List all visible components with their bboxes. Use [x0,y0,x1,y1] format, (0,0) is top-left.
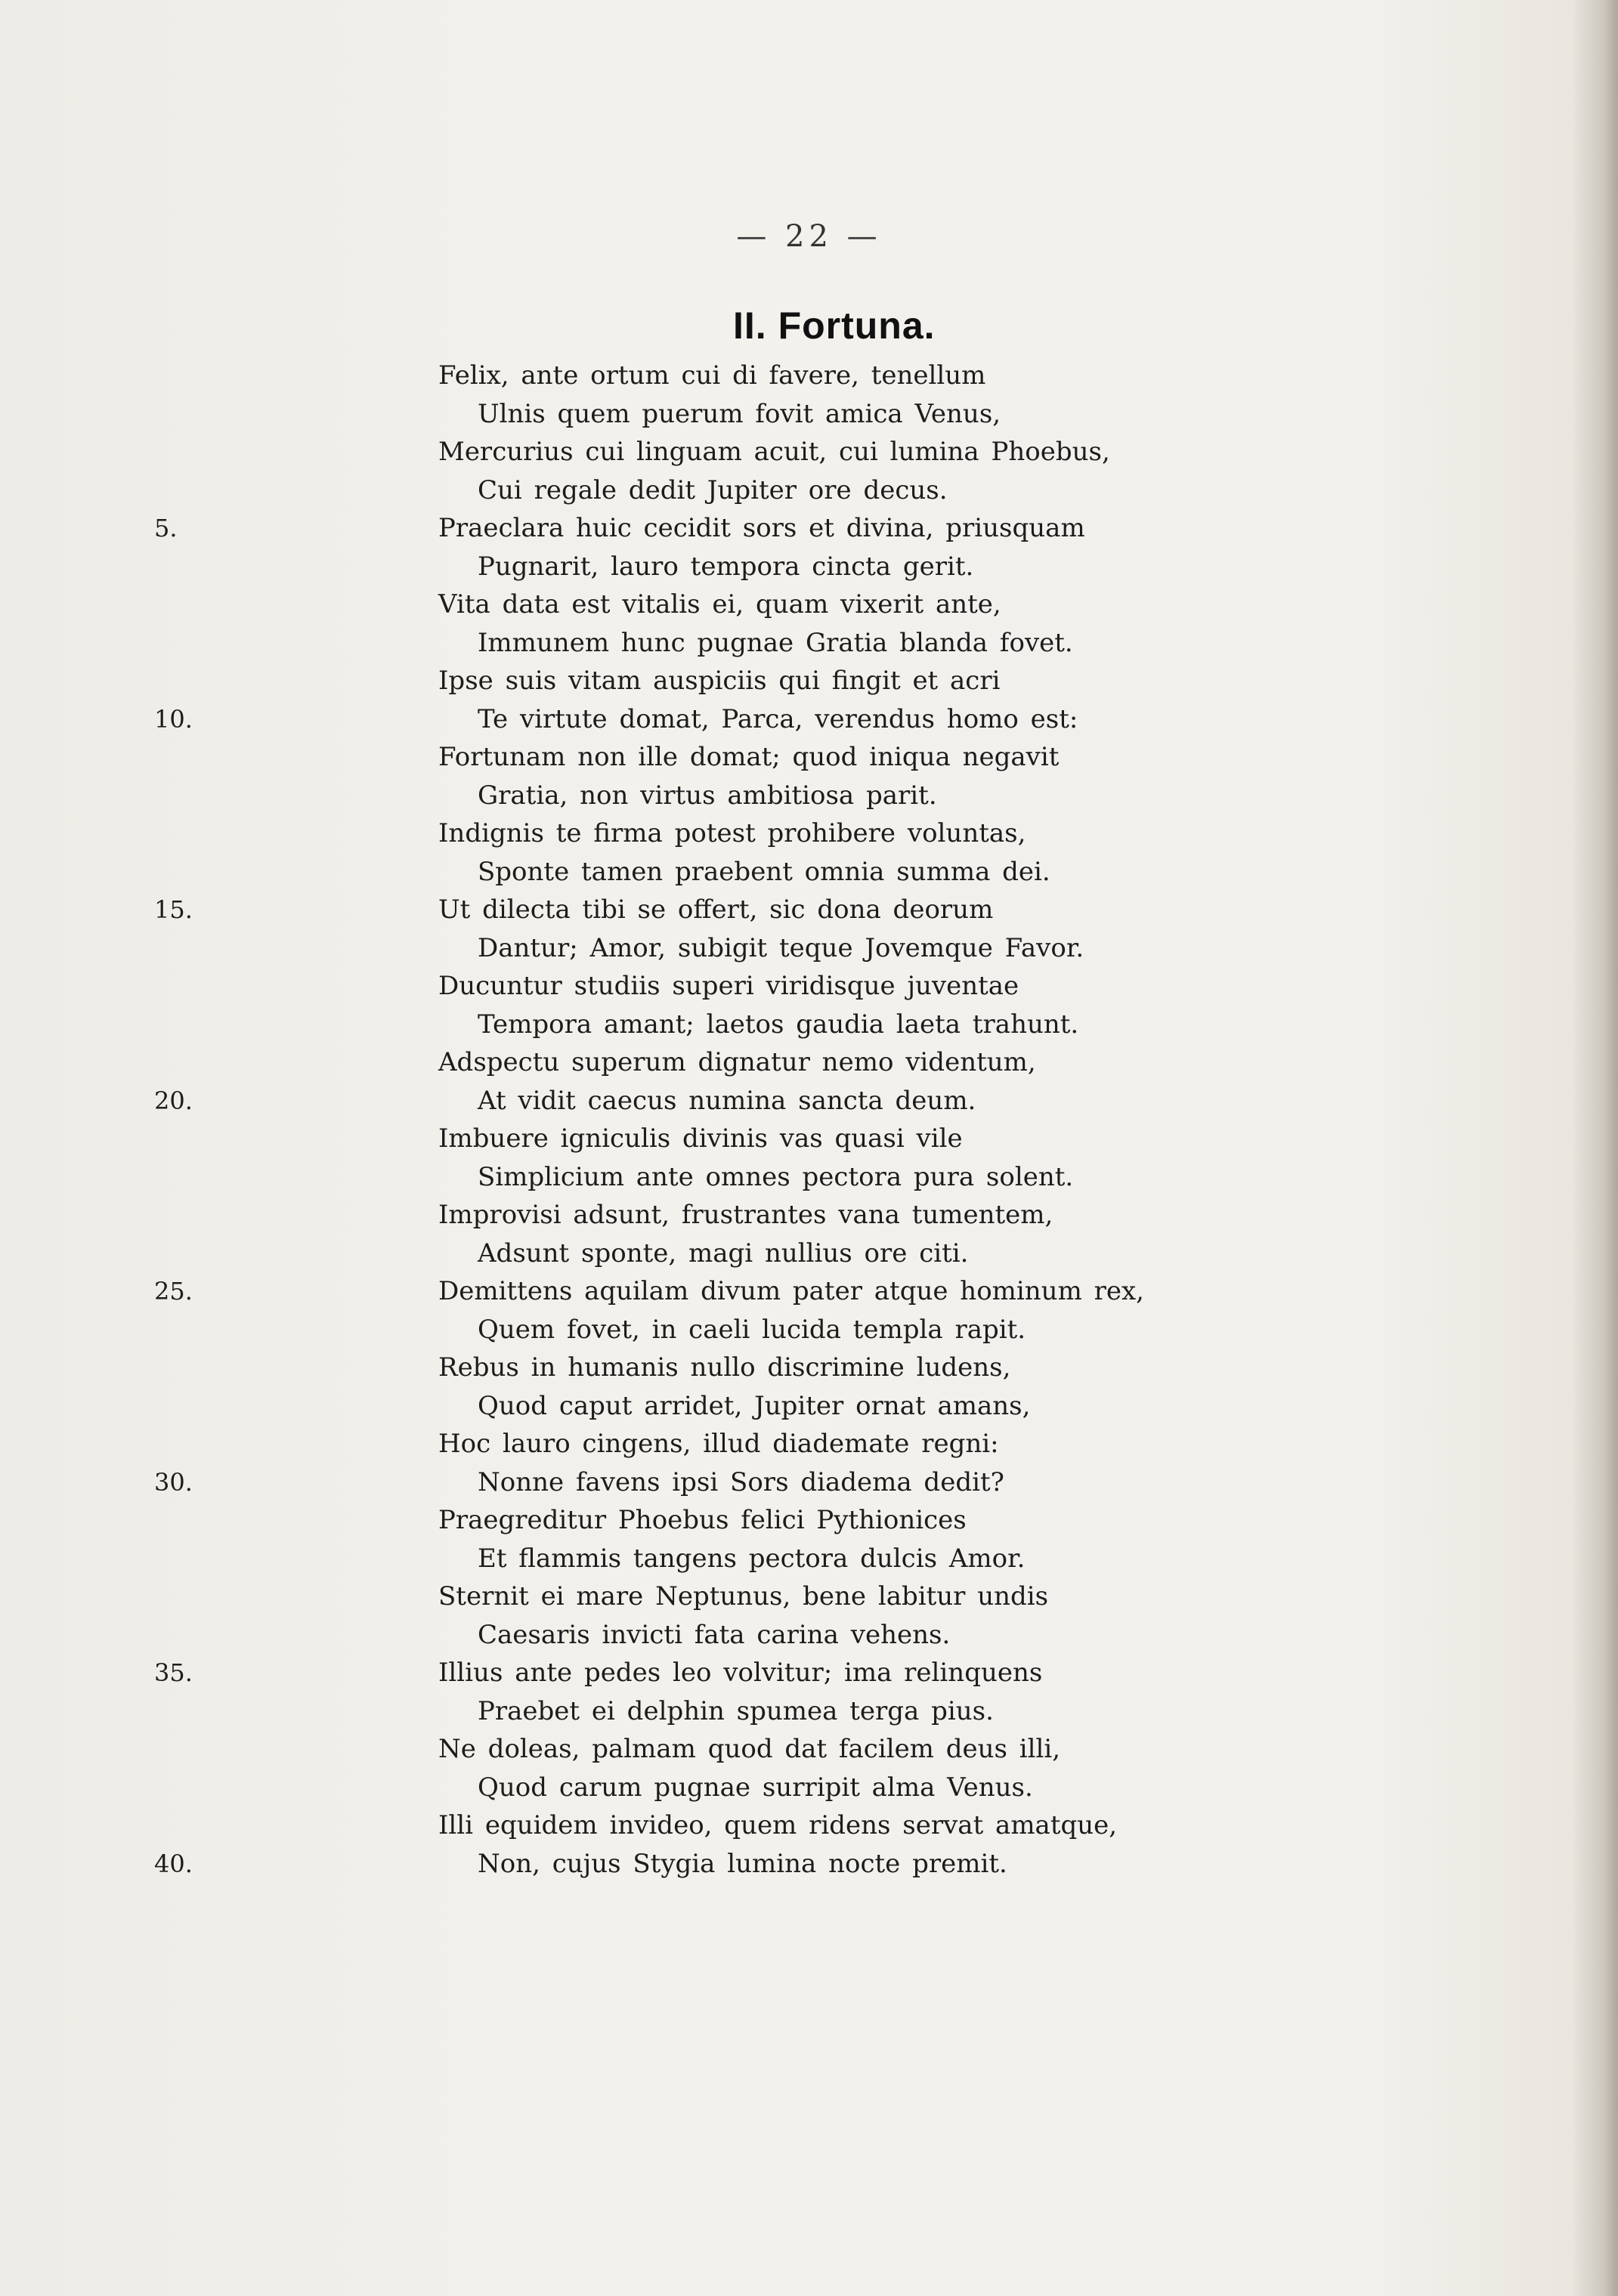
verse-line: Illius ante pedes leo volvitur; ima relinquens [438,1658,1043,1688]
verse-line: Non, cujus Stygia lumina nocte premit. [478,1848,1007,1879]
verse-line: Felix, ante ortum cui di favere, tenellum [438,360,986,391]
verse-line: Praegreditur Phoebus felici Pythionices [438,1505,967,1535]
verse-line: Gratia, non virtus ambitiosa parit. [478,780,937,811]
verse-line: Improvisi adsunt, frustrantes vana tumentem, [438,1200,1053,1230]
line-number [154,548,237,586]
line-number [154,1425,237,1463]
line-number [154,1692,237,1731]
line-number [154,777,237,815]
verse-line: Ipse suis vitam auspiciis qui fingit et acri [438,666,1001,696]
line-number [154,1311,237,1349]
verse-line: Ut dilecta tibi se offert, sic dona deorum [438,895,994,925]
verse-line: Demittens aquilam divum pater atque hominum rex, [438,1276,1144,1306]
line-number: 25. [154,1277,193,1306]
verse-line: Hoc lauro cingens, illud diademate regni: [438,1429,999,1459]
line-number [154,1501,237,1540]
line-number [154,1235,237,1273]
verse-line: Immunem hunc pugnae Gratia blanda fovet. [478,627,1073,658]
line-number [154,624,237,663]
line-number [154,967,237,1006]
verse-line: Sponte tamen praebent omnia summa dei. [478,856,1050,887]
verse-line: Vita data est vitalis ei, quam vixerit ante, [438,589,1001,620]
line-number [154,853,237,892]
verse-line: Tempora amant; laetos gaudia laeta trahunt. [478,1009,1079,1040]
verse-line: Et flammis tangens pectora dulcis Amor. [478,1543,1026,1574]
line-number [154,586,237,624]
line-number: 40. [154,1849,193,1878]
verse-line: Dantur; Amor, subigit teque Jovemque Favor. [478,932,1084,963]
verse-line: Indignis te firma potest prohibere voluntas, [438,818,1026,848]
verse-line: Praebet ei delphin spumea terga pius. [478,1695,994,1726]
line-number [154,1769,237,1807]
verse-line: Quod carum pugnae surripit alma Venus. [478,1772,1033,1803]
verse-line: Mercurius cui linguam acuit, cui lumina Phoebus, [438,437,1110,467]
line-number: 15. [154,895,193,924]
line-number [154,814,237,853]
line-number [154,1006,237,1044]
line-number: 30. [154,1467,193,1497]
verse-line: Cui regale dedit Jupiter ore decus. [478,474,948,505]
verse-line: Ne doleas, palmam quod dat facilem deus illi, [438,1734,1061,1764]
verse-line: Ulnis quem puerum fovit amica Venus, [478,398,1001,429]
line-number: 10. [154,704,193,734]
verse-line: Imbuere igniculis divinis vas quasi vile [438,1123,963,1154]
line-number [154,1349,237,1387]
verse-line: Rebus in humanis nullo discrimine ludens, [438,1352,1011,1383]
verse-line: Te virtute domat, Parca, verendus homo est: [478,703,1078,734]
line-number [154,1578,237,1616]
verse-line: Praeclara huic cecidit sors et divina, priusquam [438,513,1085,543]
line-number-column [154,357,237,1883]
line-number: 35. [154,1658,193,1687]
line-number [154,1120,237,1158]
line-number [154,471,237,510]
verse-line: Adsunt sponte, magi nullius ore citi. [478,1238,969,1269]
verse-line: Quod caput arridet, Jupiter ornat amans, [478,1390,1031,1421]
line-number [154,395,237,434]
line-number [154,1540,237,1578]
verse-line: At vidit caecus numina sancta deum. [478,1085,976,1116]
line-number: 20. [154,1086,193,1115]
verse-line: Pugnarit, lauro tempora cincta gerit. [478,551,974,582]
line-number [154,662,237,700]
line-number [154,738,237,777]
verse-line: Ducuntur studiis superi viridisque juventae [438,971,1019,1001]
verse-line: Nonne favens ipsi Sors diadema dedit? [478,1466,1004,1497]
page-number: — 22 — [736,219,882,254]
poem-body [438,357,1345,1883]
line-number [154,357,237,395]
verse-line: Caesaris invicti fata carina vehens. [478,1619,951,1650]
line-number [154,1730,237,1769]
line-number [154,1196,237,1235]
line-number [154,1158,237,1197]
verse-line: Fortunam non ille domat; quod iniqua negavit [438,742,1060,772]
verse-line: Adspectu superum dignatur nemo videntum, [438,1047,1036,1077]
verse-line: Sternit ei mare Neptunus, bene labitur undis [438,1581,1049,1612]
line-number [154,929,237,968]
verse-line: Simplicium ante omnes pectora pura solent. [478,1161,1074,1192]
line-number [154,1043,237,1082]
line-number [154,1806,237,1845]
line-number [154,1387,237,1426]
line-number [154,1616,237,1655]
binding-shadow [1573,0,1618,2296]
line-number: 5. [154,514,178,542]
poem-title: II. Fortuna. [733,304,936,347]
verse-line: Quem fovet, in caeli lucida templa rapit. [478,1314,1026,1345]
line-number [154,433,237,471]
verse-line: Illi equidem invideo, quem ridens servat amatque, [438,1810,1118,1840]
